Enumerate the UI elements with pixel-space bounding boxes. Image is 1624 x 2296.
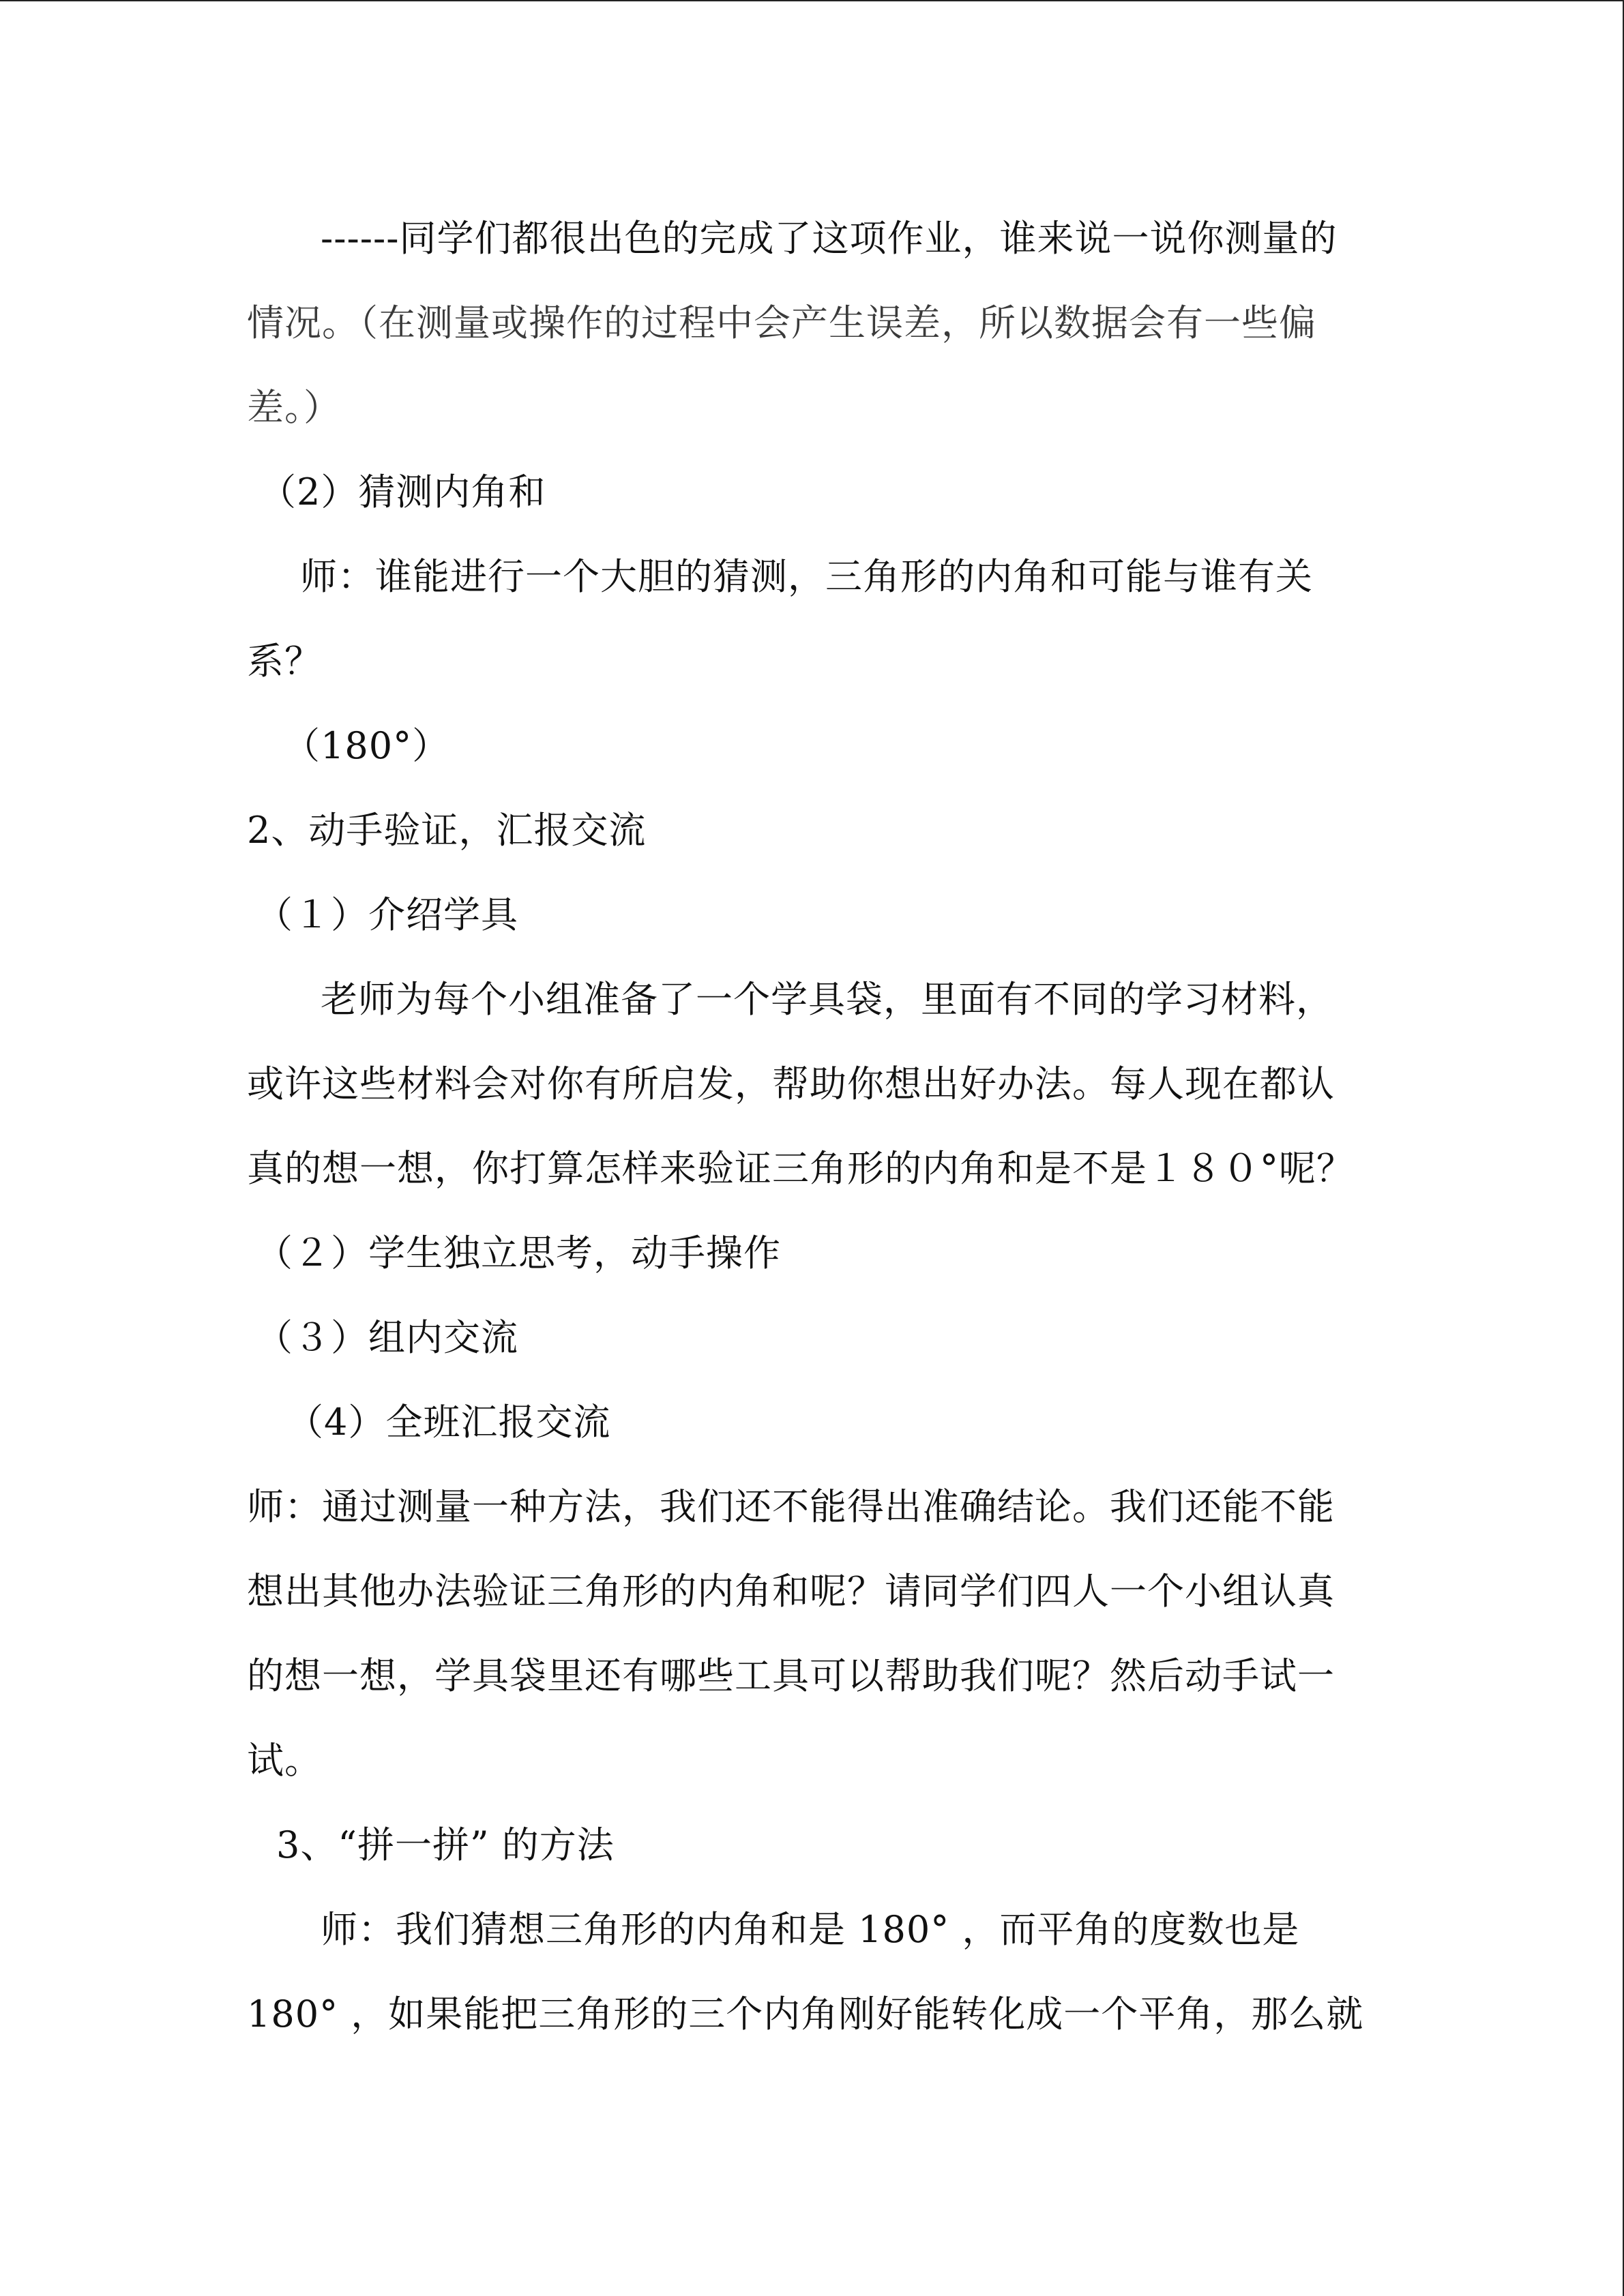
section-heading: 2、动手验证，汇报交流 xyxy=(247,809,647,852)
section-heading: （4）全班汇报交流 xyxy=(286,1401,611,1444)
paragraph-line: 或许这些材料会对你有所启发，帮助你想出好办法。每人现在都认 xyxy=(247,1062,1335,1105)
paragraph-line: 师：通过测量一种方法，我们还不能得出准确结论。我们还能不能 xyxy=(247,1485,1335,1528)
paragraph-line: ------同学们都很出色的完成了这项作业，谁来说一说你测量的 xyxy=(321,217,1338,260)
paragraph-line: （180°） xyxy=(283,724,450,767)
paragraph-line: 想出其他办法验证三角形的内角和呢？请同学们四人一个小组认真 xyxy=(247,1570,1335,1613)
paragraph-line: 老师为每个小组准备了一个学具袋，里面有不同的学习材料， xyxy=(321,978,1333,1021)
paragraph-line: 系？ xyxy=(247,640,322,683)
section-heading: （２）学生独立思考，动手操作 xyxy=(256,1232,781,1274)
paragraph-line: 试。 xyxy=(247,1739,322,1782)
paragraph-line: 真的想一想，你打算怎样来验证三角形的内角和是不是１８０°呢？ xyxy=(247,1147,1354,1190)
paragraph-line: 师：谁能进行一个大胆的猜测，三角形的内角和可能与谁有关 xyxy=(300,555,1313,598)
section-heading: （１）介绍学具 xyxy=(256,893,518,936)
paragraph-line: 师：我们猜想三角形的内角和是 180° ，而平角的度数也是 xyxy=(321,1908,1300,1951)
paragraph-line: 180° ，如果能把三角形的三个内角刚好能转化成一个平角，那么就 xyxy=(247,1993,1364,2036)
section-heading: （３）组内交流 xyxy=(256,1316,518,1359)
section-heading: 3、“拼一拼” 的方法 xyxy=(276,1823,615,1866)
paragraph-line: 的想一想，学具袋里还有哪些工具可以帮助我们呢？然后动手试一 xyxy=(247,1654,1335,1697)
paragraph-line: 差。） xyxy=(247,386,341,429)
paragraph-line: 情况。（在测量或操作的过程中会产生误差，所以数据会有一些偏 xyxy=(247,301,1316,344)
section-heading: （2）猜测内角和 xyxy=(259,471,546,513)
